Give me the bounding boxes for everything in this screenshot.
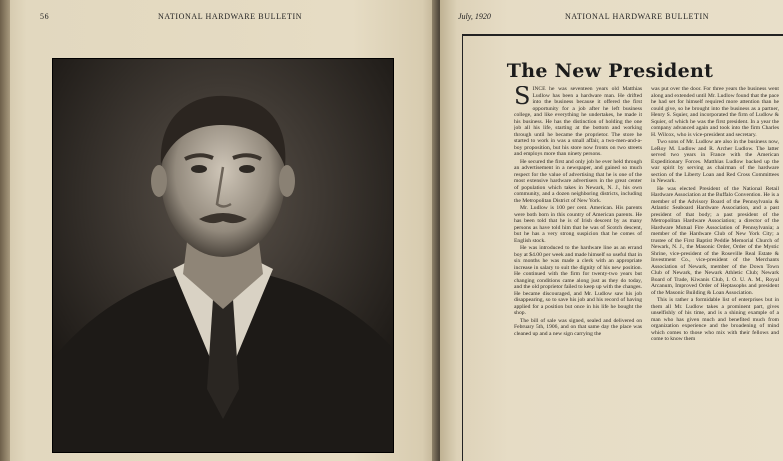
portrait-image <box>53 59 393 452</box>
page-number: 56 <box>40 12 50 21</box>
left-border-rule <box>462 34 463 461</box>
paragraph: He was elected President of the National Retail Hardware Association at the Buffalo Convention. He is a member of the Advisory Board of the Pennsylvania & Atlantic Seaboard Hardware Association, and a past president of that body; a past president of the Metropolitan Hardware Association; a director of the Hardware Mutual Fire Association of Pennsylvania; a member of the Hardware Club of New York City; a trustee of the First Baptist Peddie Memorial Church of Newark, N. J., the Masonic Order, Order of the Mystic Shrine, vice-president of the Roseville Real Estate & Investment Co., vice-president of the Merchants Association of Newark, member of the Down Town Club of Newark, the Newark Athletic Club; Newark Board of Trade, Kiwanis Club, I. O. U. A. M., Royal Arcanum, Improved Order of Heptasophs and president of the Masonic Building & Loan Association. <box>651 185 779 296</box>
drop-cap: S <box>514 86 531 110</box>
running-head-right: NATIONAL HARDWARE BULLETIN <box>565 12 710 21</box>
paragraph: This is rather a formidable list of enterprises but in them all Mr. Ludlow takes a prominent part, gives unselfishly of his time, and is a shining example of a man who has given much and benefited much from organization experience and the broadening of mind which comes to those who mix with their fellows and come to know them <box>651 297 779 342</box>
article-column-2 <box>651 86 779 461</box>
book-binding-edge <box>0 0 10 461</box>
paragraph: Mr. Ludlow is 100 per cent. American. His parents were both born in this country of American parents. He has been told that he is of Irish descent by as many persons as have told him that he was of Scotch descent, but he has a very strong suspicion that he comes of English stock. <box>514 205 642 244</box>
paragraph: SINCE he was seventeen years old Matthias Ludlow has been a hardware man. He drifted into the business because it offered the first opportunity for a job after he left business college, and like everything he undertakes, he made it his business. He has the distinction of holding the one job all his life, starting at the bottom and working through until he became the proprietor. The store he started to work in was a small affair, a two-men-and-a-boy proposition, but his store now fronts on two streets and employs more than ninety persons. <box>514 86 642 157</box>
paragraph: was put over the door. For three years the business went along and extended until Mr. Ludlow found that the pace he had set for himself required more attention than he could give, so he brought into the business as a partner, Henry S. Squier, and incorporated the firm of Ludlow & Squier, of which he was the first president. In a year the company advanced again and took into the firm Charles H. Wilcox, who is vice-president and secretary. <box>651 86 779 138</box>
paragraph: He was introduced to the hardware line as an errand boy at $4.00 per week and made himself so useful that in six months he was made a clerk with an appropriate increase in salary to suit the dignity of his new position. He continued with the firm for twenty-two years but changing conditions came along just as they do today, and the old proprietor failed to keep up with the changes. He became discouraged, and Mr. Ludlow saw his job disappearing, so to save his job and his record of having applied for a position but once in his life he bought the shop. <box>514 245 642 316</box>
paragraph: He secured the first and only job he ever held through an advertisement in a newspaper, and gained so much respect for the value of advertising that he is one of the most extensive hardware advertisers in the great center of population which takes in Newark, N. J., his own community, and a dozen neighboring districts, including the Metropolitan District of New York. <box>514 158 642 204</box>
issue-date: July, 1920 <box>458 12 491 21</box>
portrait-photo <box>52 58 394 453</box>
article-title: The New President <box>506 60 714 82</box>
paragraph: Two sons of Mr. Ludlow are also in the business now, LeRoy M. Ludlow and R. Archer Ludlow. The latter served two years in France with the American Expeditionary Forces. Matthias Ludlow backed up the war spirit by serving as chairman of the hardware section of the Liberty Loan and Red Cross Committees in Newark. <box>651 139 779 184</box>
running-head-left: NATIONAL HARDWARE BULLETIN <box>158 12 303 21</box>
paragraph: The bill of sale was signed, sealed and delivered on February 5th, 1906, and on that same day the place was cleaned up and a new sign carrying the <box>514 317 642 337</box>
top-border-rule <box>462 34 783 36</box>
article-column-1 <box>514 86 642 461</box>
